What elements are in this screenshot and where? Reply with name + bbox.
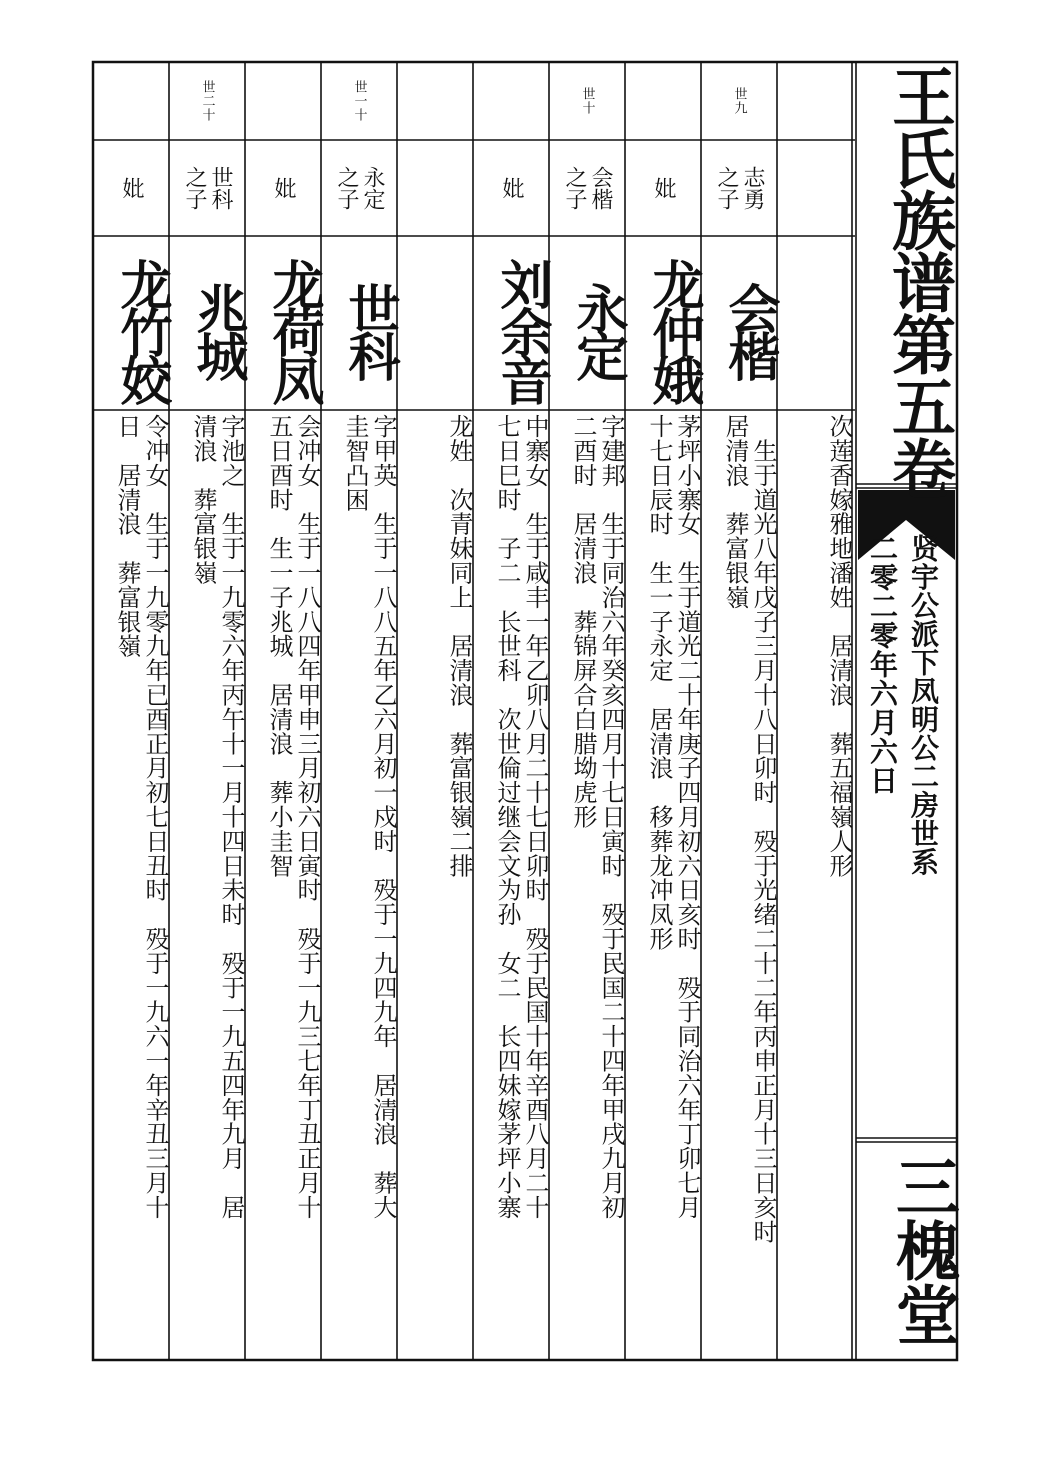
register-column — [321, 62, 400, 1360]
branch-subtitle: 贤宇公派下凤明公二房世系 — [907, 534, 940, 876]
register-column — [397, 62, 473, 1360]
generation-label — [473, 62, 549, 140]
person-name: 刘余音 — [491, 258, 552, 402]
relation-label: 妣 — [499, 177, 524, 199]
biography-text: 令冲女 生于一九零九年已酉正月初七日丑时 殁于一九六一年辛丑三月十 日 居清浪 葬富银嶺 — [113, 414, 169, 1220]
print-date: 二零二零年六月六日 — [866, 534, 899, 795]
generation-label: 世二十 — [199, 80, 215, 122]
generation-label: 世十 — [579, 87, 595, 115]
register-column — [549, 62, 628, 1360]
person-name: 兆城 — [187, 282, 248, 378]
person-name: 龙仲娥 — [643, 258, 704, 402]
register-column — [625, 62, 704, 1360]
biography-text: 字池之 生于一九零六年丙午十一月十四日未时 殁于一九五四年九月 居 清浪 葬富银嶺 — [189, 414, 245, 1220]
relation-label: 永定 之子 — [334, 166, 385, 210]
relation-label: 会楷 之子 — [562, 166, 613, 210]
biography-text: 会冲女 生于一八八四年甲申三月初六日寅时 殁于一九三七年丁丑正月十 五日酉时 生一子兆城 居清浪 葬小圭智 — [265, 414, 321, 1220]
generation-label — [625, 62, 701, 140]
generation-label: 世一十 — [351, 80, 367, 122]
generation-label — [245, 62, 321, 140]
relation-label: 妣 — [119, 177, 144, 199]
biography-text: 生于道光八年戊子三月十八日卯时 殁于光绪二十二年丙申正月十三日亥时 居清浪 葬富银嶺 — [721, 414, 777, 1244]
person-name: 永定 — [567, 282, 628, 378]
generation-label — [93, 62, 169, 140]
book-margin — [856, 62, 960, 1360]
relation-label: 世科 之子 — [182, 166, 233, 210]
register-column — [245, 62, 324, 1360]
biography-text: 字甲英 生于一八八五年乙六月初一戍时 殁于一九四九年 居清浪 葬大 圭智凸困 — [341, 414, 397, 1220]
person-name: 龙竹姣 — [111, 258, 172, 402]
relation-label: 妣 — [651, 177, 676, 199]
person-name: 龙荷凤 — [263, 258, 324, 402]
register-column — [93, 62, 172, 1360]
generation-label: 世九 — [731, 87, 747, 115]
biography-text: 字建邦 生于同治六年癸亥四月十七日寅时 殁于民国二十四年甲戌九月初 二酉时 居清浪 葬锦屏合白腊坳虎形 — [569, 414, 625, 1220]
relation-label: 妣 — [271, 177, 296, 199]
register-column — [701, 62, 780, 1360]
register-column — [473, 62, 552, 1360]
register-column — [169, 62, 248, 1360]
person-name: 会楷 — [719, 282, 780, 378]
biography-text: 次莲香嫁雅地潘姓 居清浪 葬五福嶺人形 — [825, 414, 853, 878]
biography-text: 龙姓 次青妹同上 居清浪 葬富银嶺二排 — [445, 414, 473, 878]
relation-label: 志勇 之子 — [714, 166, 765, 210]
biography-text: 中寨女 生于咸丰一年乙卯八月二十七日卯时 殁于民国十年辛酉八月二十 七日巳时 子二 长世科 次世倫过继会文为孙 女二 长四妹嫁茅坪小寨 — [493, 414, 549, 1220]
hall-name: 三槐堂 — [885, 1154, 960, 1346]
register-column — [777, 62, 853, 1360]
biography-text: 茅坪小寨女 生于道光二十年庚子四月初六日亥时 殁于同治六年丁卯七月 十七日辰时 生一子永定 居清浪 移葬龙冲凤形 — [645, 414, 701, 1220]
book-title: 王氏族谱第五卷 — [881, 64, 956, 498]
person-name: 世科 — [339, 282, 400, 378]
